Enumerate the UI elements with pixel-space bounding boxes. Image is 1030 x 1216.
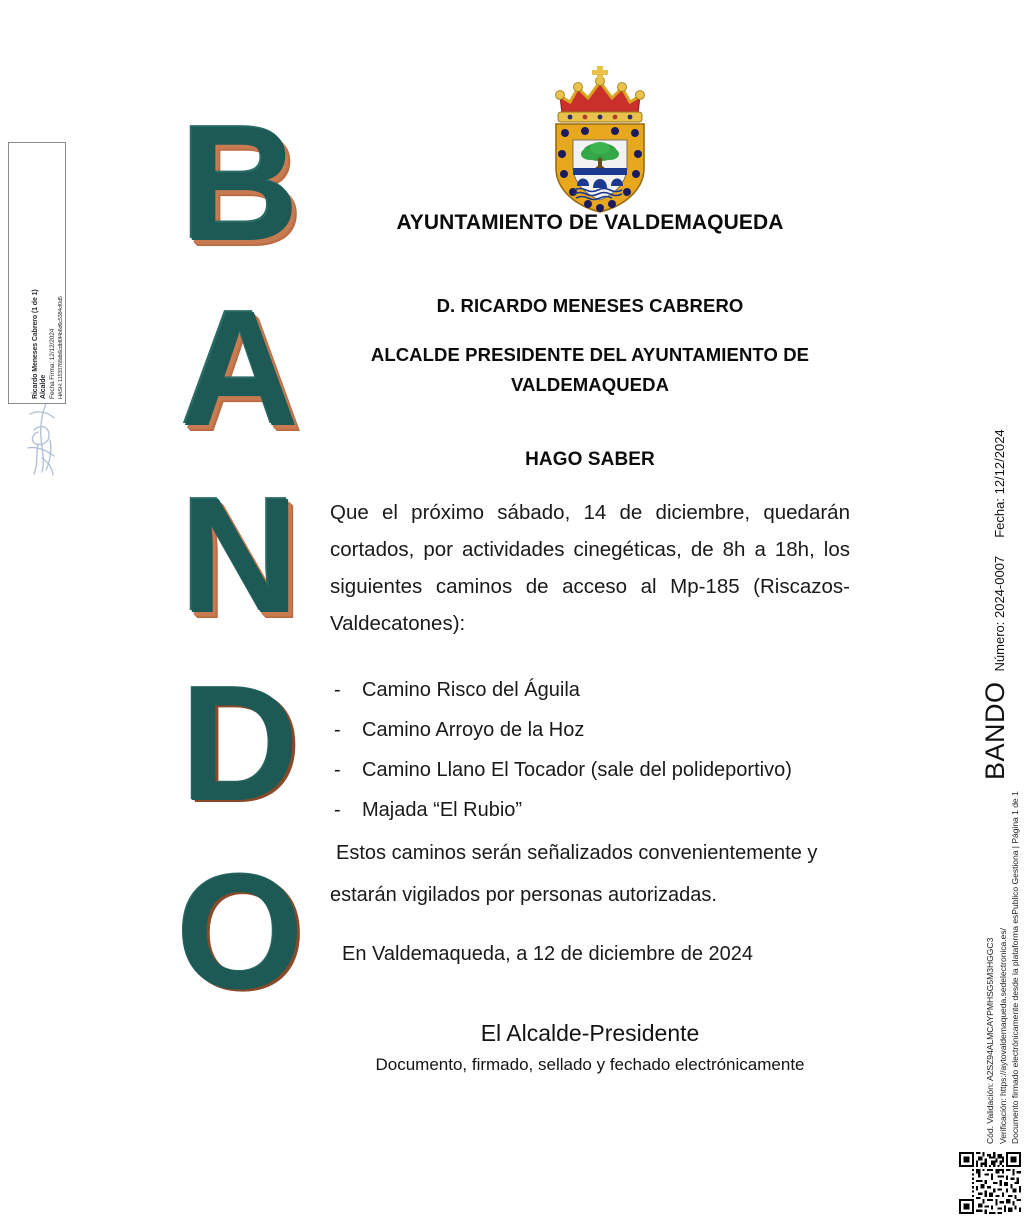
mayor-name: D. RICARDO MENESES CABRERO xyxy=(436,295,744,316)
road-name: Camino Llano El Tocador (sale del polideportivo) xyxy=(362,759,792,781)
bando-letter-b: B xyxy=(180,92,300,275)
signature-title: El Alcalde-Presidente xyxy=(480,1020,700,1046)
list-dash-marker: - xyxy=(334,719,341,741)
bando-doc-type: BANDO xyxy=(980,681,1010,780)
bando-letter-a: A xyxy=(180,277,300,460)
list-item xyxy=(334,750,850,790)
bando-big-letters xyxy=(155,92,325,1100)
signature-stamp-box xyxy=(8,142,66,404)
list-item xyxy=(334,670,850,710)
right-margin-verification xyxy=(984,762,1024,1144)
page-title-ayuntamiento: AYUNTAMIENTO DE VALDEMAQUEDA xyxy=(396,211,784,234)
validation-code: Cód. Validación: A2SZ94ALMCAYPMHSG5M3HGGC3 xyxy=(985,937,995,1144)
bando-letter-d: D xyxy=(180,652,300,835)
bando-letter-o: O xyxy=(176,840,304,1023)
coat-of-arms-icon xyxy=(540,62,660,214)
place-and-date: En Valdemaqueda, a 12 de diciembre de 2024 xyxy=(342,943,754,965)
road-name: Camino Arroyo de la Hoz xyxy=(362,719,585,741)
stamp-hash: HASH: 11533768db6cdbf0f4b6d6c5384cf0d5 xyxy=(57,296,64,399)
proclamation-heading: HAGO SABER xyxy=(525,449,655,470)
closing-paragraph: Estos caminos serán señalizados convenientemente y estarán vigilados por personas autorizadas. xyxy=(330,842,818,906)
bando-number: Número: 2024-0007 xyxy=(992,555,1007,672)
signature-note: Documento, firmado, sellado y fechado electrónicamente xyxy=(375,1055,805,1074)
stamp-sign-date: Fecha Firma: 12/12/2024 xyxy=(48,328,56,399)
road-name: Majada “El Rubio” xyxy=(362,799,523,821)
bando-letter-n: N xyxy=(180,464,300,647)
handwritten-signature-icon xyxy=(16,400,68,478)
verification-url[interactable]: Verificación: https://aytovaldemaqueda.sedelectronica.es/ xyxy=(997,928,1008,1144)
list-dash-marker: - xyxy=(334,799,341,821)
list-dash-marker: - xyxy=(334,679,341,701)
stamp-signer-role: Alcalde xyxy=(40,374,48,399)
list-item xyxy=(334,710,850,750)
list-item xyxy=(334,790,850,830)
qr-code-icon[interactable] xyxy=(958,1152,1022,1214)
intro-paragraph: Que el próximo sábado, 14 de diciembre, quedarán cortados, por actividades cinegéticas, de 8h a 18h, los siguientes caminos de acceso al Mp-185 (Riscazos-Valdecatones): xyxy=(330,501,850,635)
bando-date: Fecha: 12/12/2024 xyxy=(992,429,1007,538)
platform-footer: Documento firmado electrónicamente desde la plataforma esPublico Gestiona | Página 1 de 1 xyxy=(1010,791,1021,1144)
mayor-role: ALCALDE PRESIDENTE DEL AYUNTAMIENTO DE VALDEMAQUEDA xyxy=(370,344,810,395)
roads-list xyxy=(334,670,850,830)
signature-block xyxy=(330,1018,850,1078)
right-margin-bando-reference xyxy=(980,429,1026,780)
stamp-signer-name: Ricardo Meneses Cabrero (1 de 1) xyxy=(32,289,40,399)
list-dash-marker: - xyxy=(334,759,341,781)
document-body xyxy=(330,210,850,1078)
signature-stamp-text xyxy=(9,143,65,401)
road-name: Camino Risco del Águila xyxy=(362,679,580,701)
